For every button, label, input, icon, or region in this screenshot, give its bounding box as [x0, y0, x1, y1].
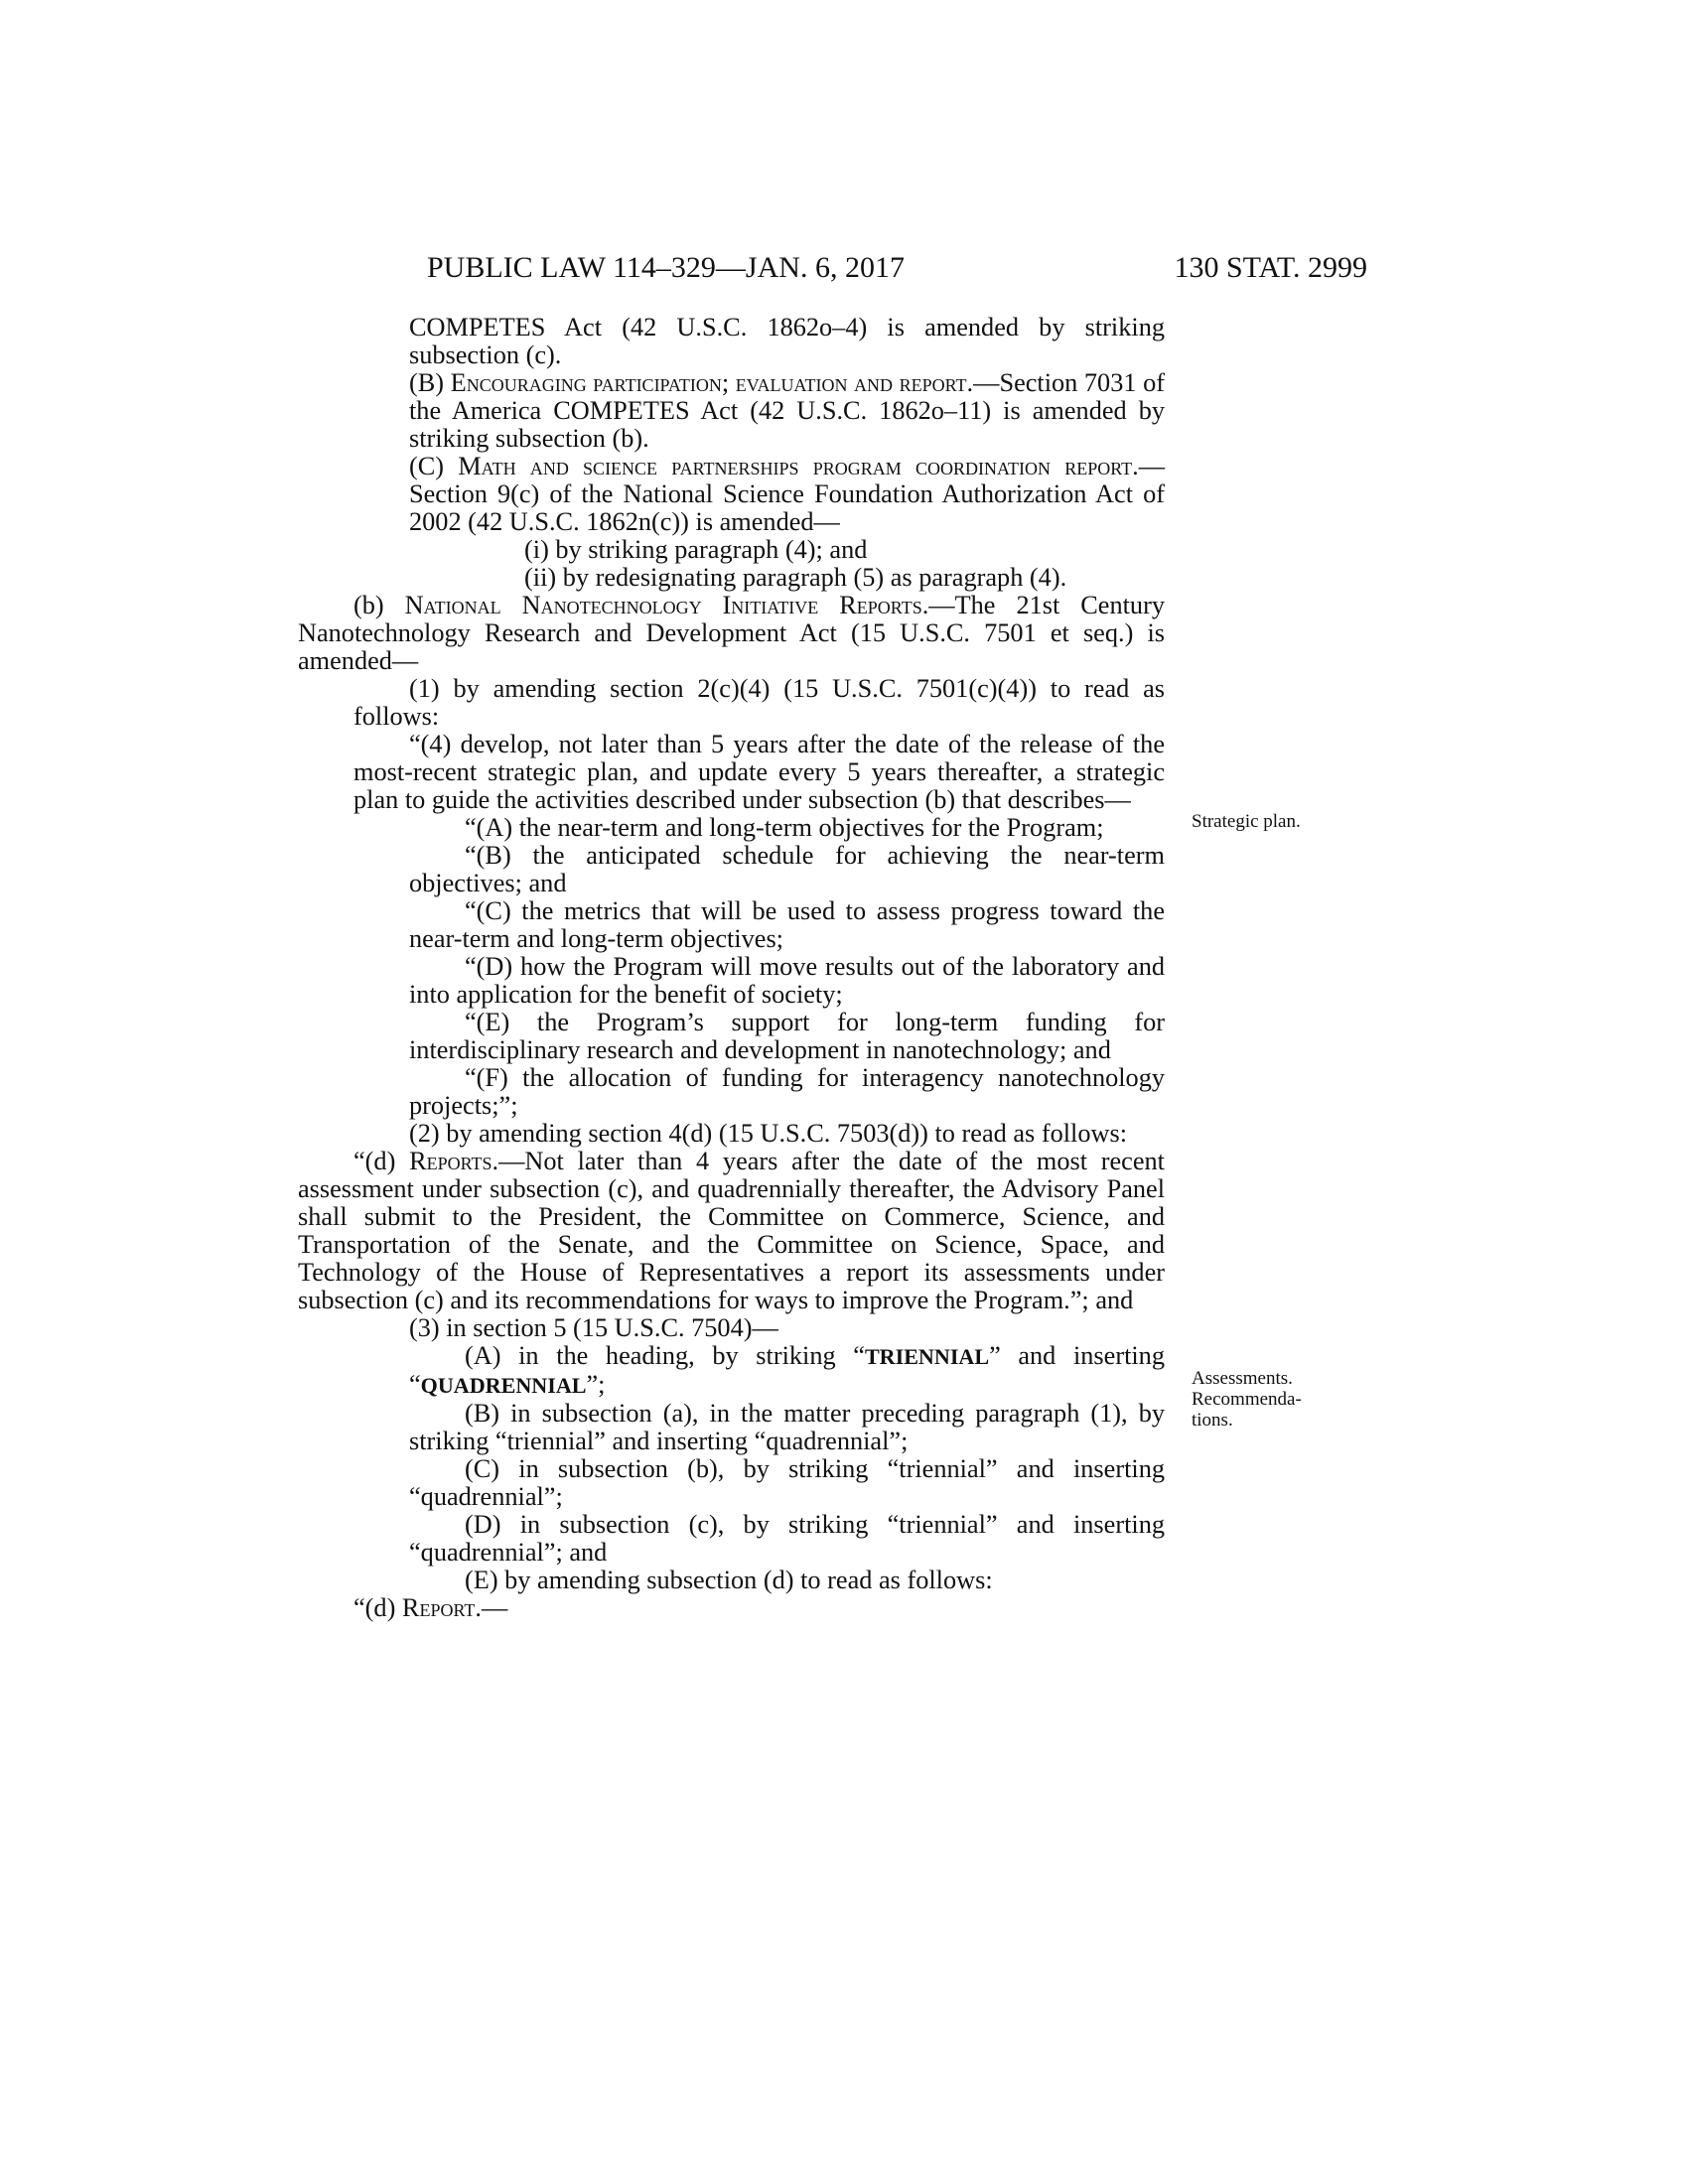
- header-stat-page: 130 STAT. 2999: [1174, 251, 1367, 284]
- paragraph-lead: (B): [409, 368, 451, 397]
- paragraph-text: —Section 9(c) of the National Science Foundation Authorization Act of 2002 (42 U.S.C. 1862n(c)) is amended—: [409, 452, 1165, 536]
- paragraph-lead: (C): [409, 452, 459, 480]
- paragraph-text: —Not later than 4 years after the date of the most recent assessment under subsection (c), and quadrennially thereafter, the Advisory Panel shall submit to the President, the Committee on Commerce, Science, and Transportation of the Senate, and the Committee on Science, Space, and Technology of the House of Representatives a report its assessments under subsection (c) and its recommendations for ways to improve the Program.”; and: [298, 1147, 1165, 1314]
- clause-e: (E) by amending subsection (d) to read as follows:: [465, 1566, 993, 1594]
- clause-b: (B) in subsection (a), in the matter preceding paragraph (1), by striking “triennial” and inserting “quadrennial”;: [409, 1399, 1165, 1455]
- bold-term: QUADRENNIAL: [420, 1373, 587, 1398]
- running-header: [427, 248, 1367, 288]
- paragraph-text: —Section 7031 of the America COMPETES Act (42 U.S.C. 1862o–11) is amended by striking subsection (b).: [409, 368, 1165, 453]
- paragraph-heading: Report.: [401, 1593, 482, 1622]
- clause-text: ” and inserting “: [409, 1341, 1165, 1399]
- quoted-item-c: “(C) the metrics that will be used to assess progress toward the near-term and long-term objectives;: [409, 896, 1165, 953]
- subsection-b: [298, 592, 1165, 675]
- paragraph-lead: “(d): [353, 1147, 410, 1175]
- margin-note-strategic-plan: Strategic plan.: [1192, 811, 1301, 832]
- clause-i: (i) by striking paragraph (4); and: [524, 535, 868, 564]
- paragraph-text: —: [481, 1593, 508, 1622]
- bold-term: TRIENNIAL: [864, 1344, 990, 1369]
- quoted-paragraph-4: “(4) develop, not later than 5 years after the date of the release of the most-recent strategic plan, and update every 5 years thereafter, a strategic plan to guide the activities described under subsection (b) that describes—: [353, 730, 1165, 814]
- paragraph-lead: (b): [353, 591, 405, 619]
- document-body: [298, 314, 1165, 1622]
- clause-c: (C) in subsection (b), by striking “triennial” and inserting “quadrennial”;: [409, 1454, 1165, 1511]
- clause-text: ”;: [586, 1370, 606, 1399]
- paragraph-text: —The 21st Century Nanotechnology Research and Development Act (15 U.S.C. 7501 et seq.) is amended—: [298, 591, 1165, 675]
- clause-ii: (ii) by redesignating paragraph (5) as paragraph (4).: [524, 563, 1067, 592]
- paragraph-2: (2) by amending section 4(d) (15 U.S.C. 7503(d)) to read as follows:: [409, 1119, 1128, 1148]
- paragraph-heading: Reports.: [409, 1147, 499, 1175]
- paragraph-heading: National Nanotechnology Initiative Reports.: [404, 591, 929, 619]
- quoted-subsection-d-reports: [298, 1148, 1165, 1314]
- quoted-item-e: “(E) the Program’s support for long-term funding for interdisciplinary research and development in nanotechnology; and: [409, 1008, 1165, 1064]
- paragraph-c: [298, 453, 1165, 536]
- margin-note-assessments: Assessments. Recommenda-tions.: [1192, 1368, 1302, 1431]
- quoted-item-f: “(F) the allocation of funding for interagency nanotechnology projects;”;: [409, 1063, 1165, 1120]
- clause-d: (D) in subsection (c), by striking “triennial” and inserting “quadrennial”; and: [409, 1510, 1165, 1567]
- paragraph-heading: Math and science partnerships program coordination report.: [458, 452, 1139, 480]
- clause-text: (A) in the heading, by striking “: [465, 1341, 865, 1370]
- paragraph-lead: “(d): [353, 1593, 402, 1622]
- quoted-item-a: “(A) the near-term and long-term objectives for the Program;: [465, 813, 1104, 842]
- paragraph-b: [298, 369, 1165, 453]
- paragraph-3: (3) in section 5 (15 U.S.C. 7504)—: [409, 1313, 778, 1342]
- quoted-subsection-d-report: [298, 1594, 1165, 1622]
- paragraph: COMPETES Act (42 U.S.C. 1862o–4) is amended by striking subsection (c).: [409, 313, 1165, 369]
- paragraph-1: (1) by amending section 2(c)(4) (15 U.S.C. 7501(c)(4)) to read as follows:: [353, 674, 1165, 731]
- quoted-item-b: “(B) the anticipated schedule for achieving the near-term objectives; and: [409, 841, 1165, 897]
- quoted-item-d: “(D) how the Program will move results out of the laboratory and into application for the benefit of society;: [409, 952, 1165, 1009]
- clause-a: [298, 1342, 1165, 1400]
- header-law-date: PUBLIC LAW 114–329—JAN. 6, 2017: [427, 251, 905, 284]
- paragraph-heading: Encouraging participation; evaluation and report.: [450, 368, 974, 397]
